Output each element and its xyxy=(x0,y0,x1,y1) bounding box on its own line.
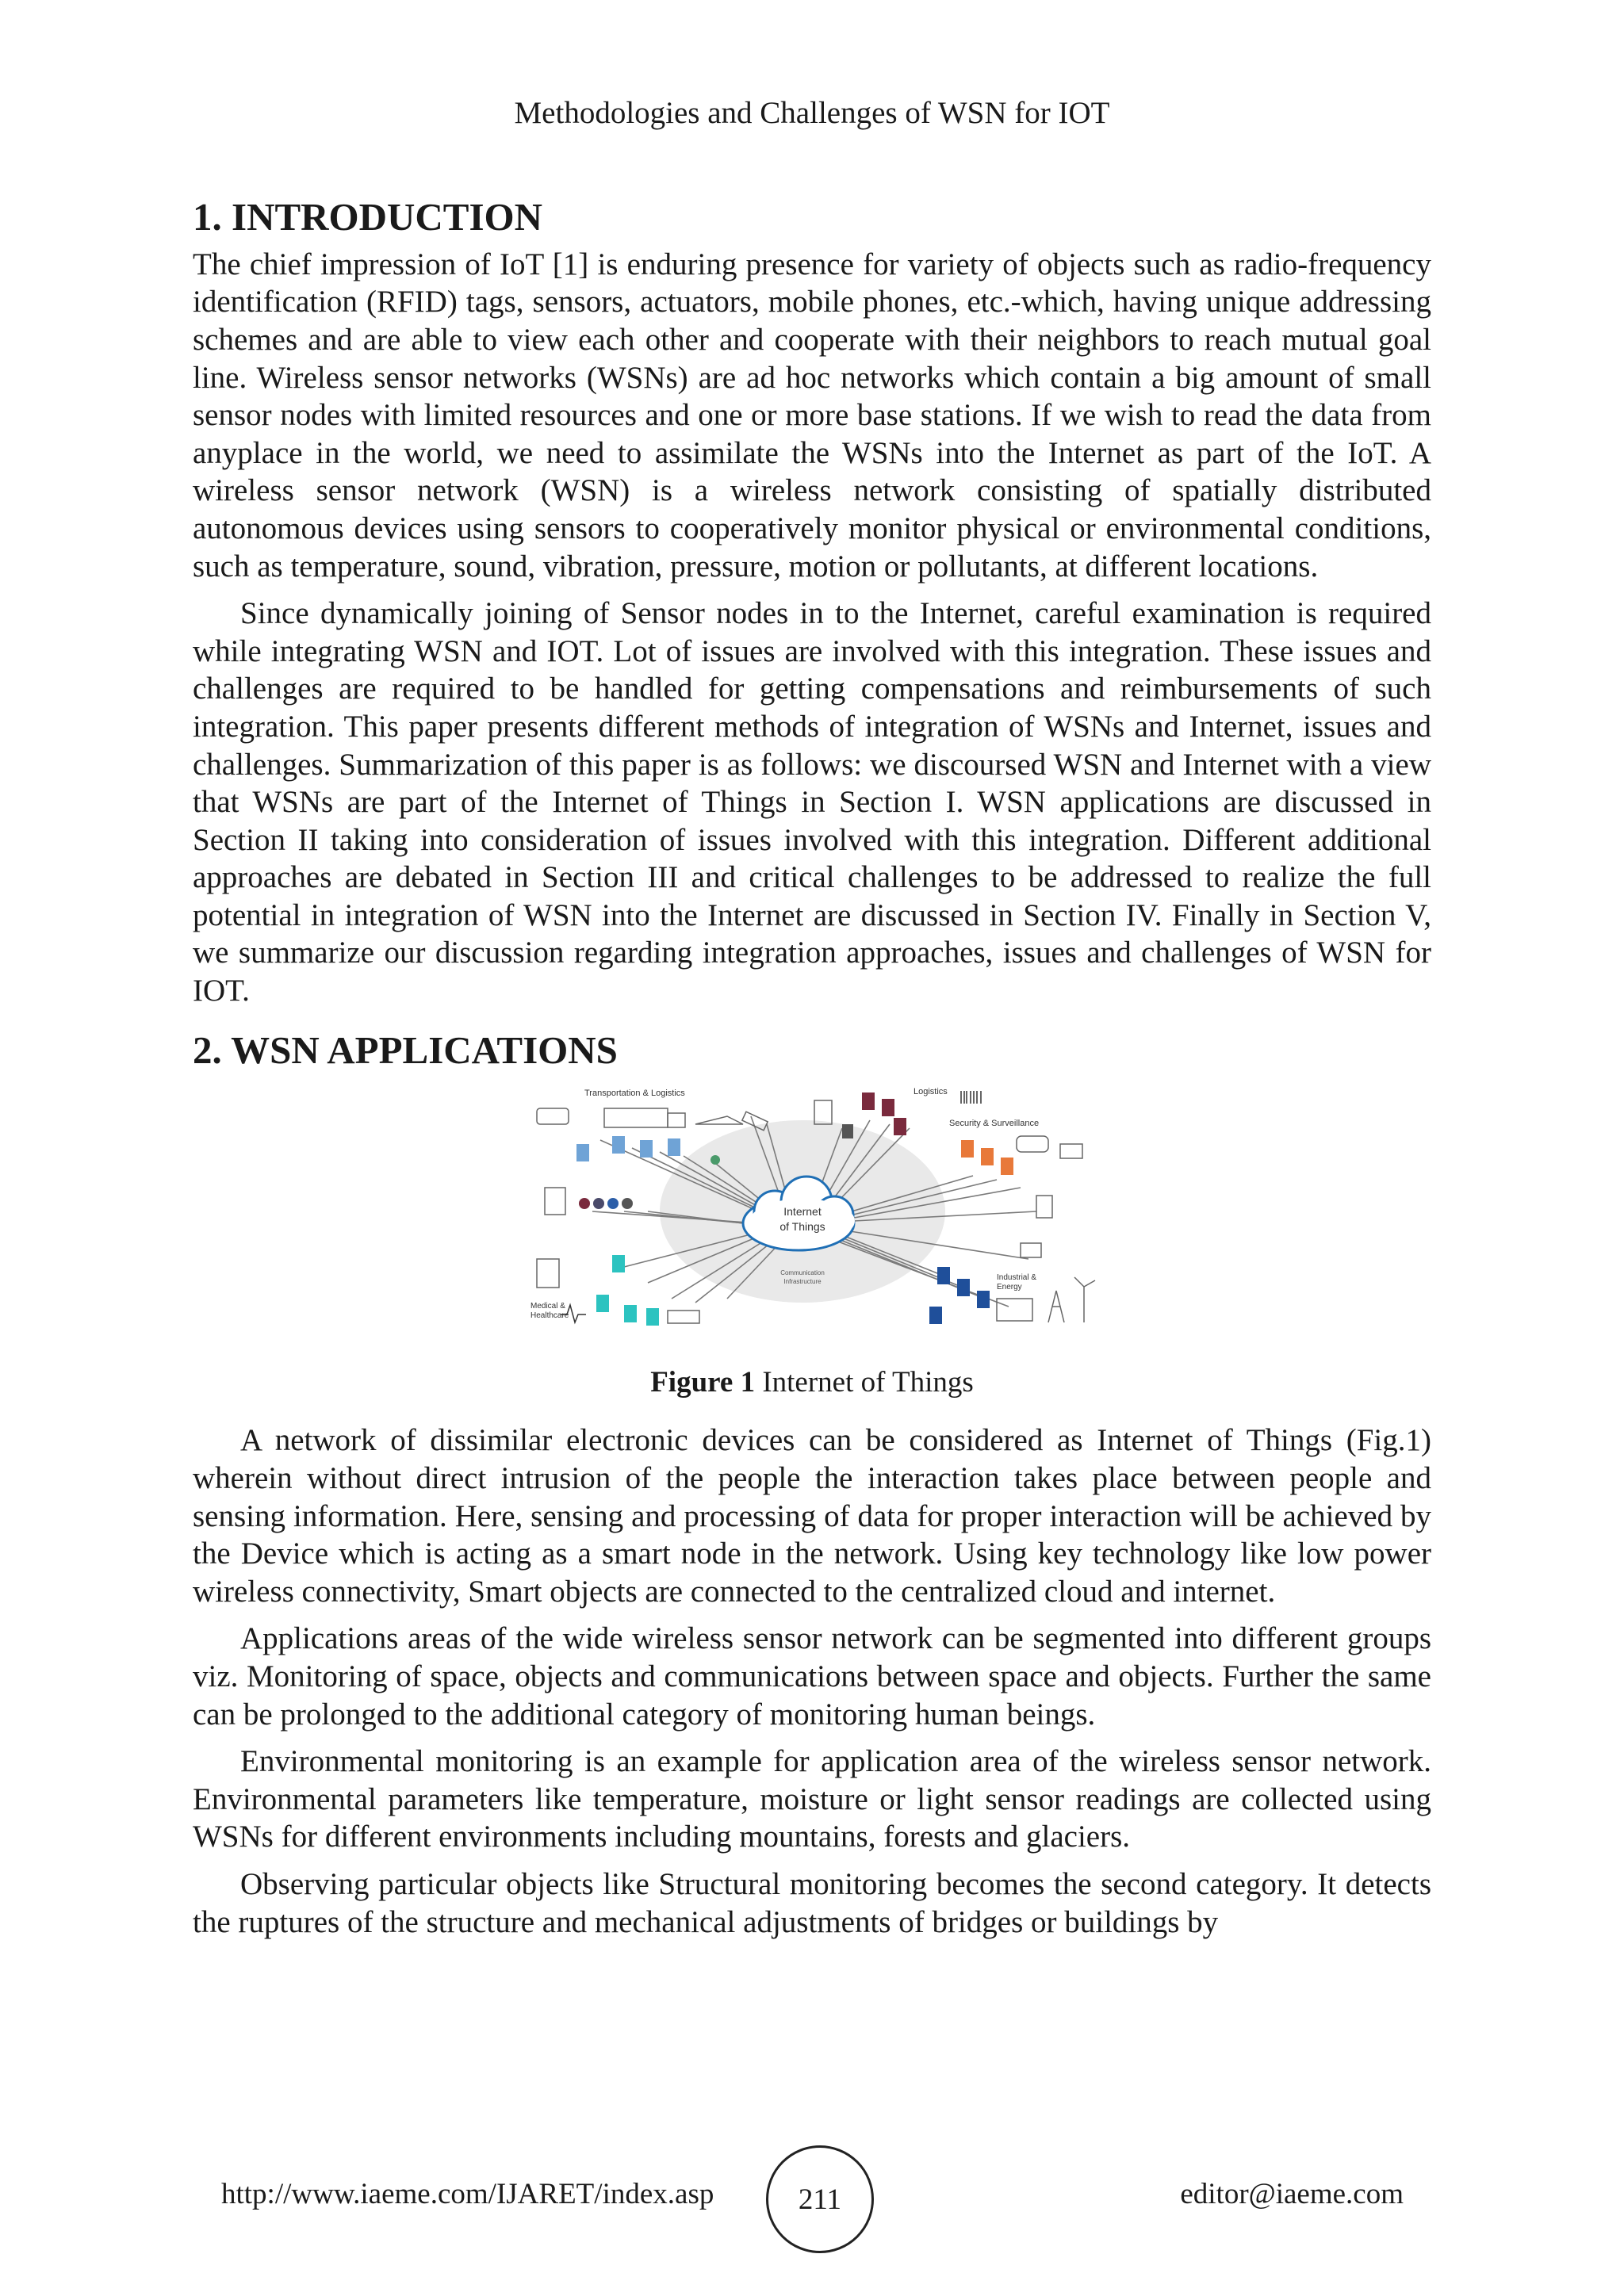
label-medical-line-2: Healthcare xyxy=(530,1311,569,1321)
main-content xyxy=(193,194,1431,1941)
figure-caption-text: Internet of Things xyxy=(755,1366,974,1399)
home-sensor-nodes xyxy=(545,1188,633,1215)
transport-dot-node xyxy=(710,1155,720,1165)
apps-paragraph-4: Observing particular objects like Structural monitoring becomes the second category. It detects the ruptures of the structure and mechanical adjustments of bridges or buildings by xyxy=(193,1867,1431,1939)
label-industrial-line-1: Industrial & xyxy=(996,1273,1036,1283)
transport-sensor-nodes xyxy=(576,1136,680,1161)
label-medical-line-1: Medical & xyxy=(530,1302,565,1311)
footer-url-link[interactable]: http://www.iaeme.com/IJARET/index.asp xyxy=(221,2178,714,2210)
intro-paragraph-1: The chief impression of IoT [1] is enduring presence for variety of objects such as radio-frequency identification (RFID) tags, sensors, actuators, mobile phones, etc.-which, having unique addressing schemes and are able to view each other and cooperate with their neighbors to reach mutual goal line. Wireless sensor networks (WSNs) are ad hoc networks which contain a big amount of small sensor nodes with limited resources and one or more base stations. If we wish to read the data from anyplace in the world, we need to assimilate the WSNs into the Internet as part of the IoT. A wireless sensor network (WSN) is a wireless network consisting of spatially distributed autonomous devices using sensors to cooperatively monitor physical or environmental conditions, such as temperature, sound, vibration, pressure, motion or pollutants, at different locations. xyxy=(193,247,1431,584)
cloud-label-line-1: Internet xyxy=(783,1205,822,1219)
page-footer xyxy=(0,2145,1624,2241)
iot-diagram xyxy=(529,1085,1096,1338)
medical-sensor-nodes xyxy=(537,1255,699,1326)
vehicle-icons xyxy=(537,1108,768,1131)
section-heading-wsn-applications: 2. WSN APPLICATIONS xyxy=(193,1027,618,1072)
apps-paragraph-3: Environmental monitoring is an example for application area of the wireless sensor network. Environmental parameters like temperature, moisture or light sensor readings are collected using WSNs for different environments including mountains, forests and glaciers. xyxy=(193,1744,1431,1854)
security-sensor-nodes xyxy=(961,1136,1082,1218)
footer-email-link[interactable]: editor@iaeme.com xyxy=(1180,2178,1404,2210)
infra-label-line-2: Infrastructure xyxy=(783,1278,822,1286)
figure-internet-of-things xyxy=(529,1085,1096,1338)
infra-label-line-1: Communication xyxy=(779,1269,825,1277)
section-heading-introduction: 1. INTRODUCTION xyxy=(193,195,543,239)
apps-paragraph-1: A network of dissimilar electronic devices can be considered as Internet of Things (Fig.1) wherein without direct intrusion of the people the interaction takes place between people and sensing information. Here, sensing and processing of data for proper interaction will be achieved by the Device which is acting as a smart node in the network. Using key technology like low power wireless connectivity, Smart objects are connected to the centralized cloud and internet. xyxy=(193,1423,1431,1609)
label-security: Security & Surveillance xyxy=(948,1119,1039,1129)
figure-caption xyxy=(193,1365,1431,1399)
barcode-icon xyxy=(961,1091,981,1104)
apps-paragraph-2: Applications areas of the wide wireless sensor network can be segmented into different groups viz. Monitoring of space, objects and communications between space and objects. Further the same can be prolonged to the additional category of monitoring human beings. xyxy=(193,1621,1431,1732)
label-transport: Transportation & Logistics xyxy=(584,1089,685,1099)
running-head: Methodologies and Challenges of WSN for IOT xyxy=(514,96,1110,130)
figure-caption-label: Figure 1 xyxy=(650,1366,756,1399)
label-logistics: Logistics xyxy=(913,1087,948,1097)
label-industrial-line-2: Energy xyxy=(996,1283,1022,1292)
intro-paragraph-2: Since dynamically joining of Sensor nodes in to the Internet, careful examination is required while integrating WSN and IOT. Lot of issues are involved with this integration. These issues and challenges are required to be handled for getting compensations and reimbursements of such integration. This paper presents different methods of integration of WSNs and Internet, issues and challenges. Summarization of this paper is as follows: we discoursed WSN and Internet with a view that WSNs are part of the Internet of Things in Section I. WSN applications are discussed in Section II taking into consideration of issues involved with this integration. Different additional approaches are debated in Section III and critical challenges to be addressed to realize the full potential in integration of WSN into the Internet are discussed in Section IV. Finally in Section V, we summarize our discussion regarding integration approaches, issues and challenges of WSN for IOT. xyxy=(193,596,1431,1008)
cloud-label-line-2: of Things xyxy=(779,1220,825,1234)
page-number: 211 xyxy=(766,2145,874,2253)
